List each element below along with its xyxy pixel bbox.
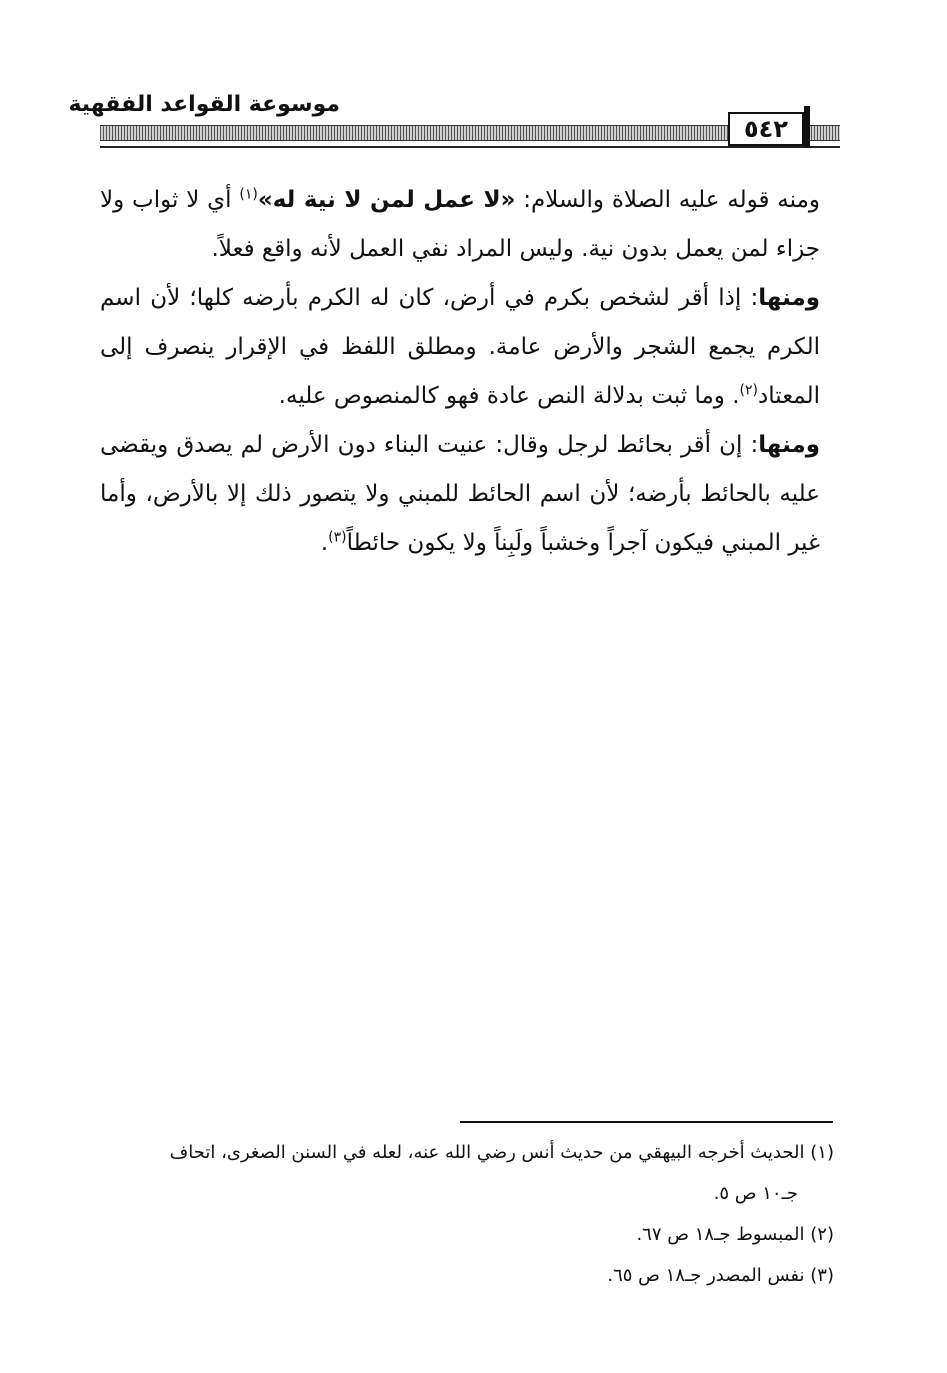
footnote-1-text: الحديث أخرجه البيهقي من حديث أنس رضي الله عنه، لعله في السنن الصغرى، اتحاف — [169, 1142, 805, 1163]
page-number: ٥٤٢ — [728, 112, 804, 146]
paragraph-2-text: : إذا أقر لشخص بكرم في أرض، كان له الكرم بأرضه كلها؛ لأن اسم الكرم يجمع الشجر والأرض عامة. ومطلق اللفظ في الإقرار ينصرف إلى المعتاد — [100, 285, 820, 409]
paragraph-1-intro: ومنه قوله عليه الصلاة والسلام: — [515, 187, 820, 213]
hadith-quote: «لا عمل لمن لا نية له» — [257, 187, 516, 213]
paragraph-2 — [100, 274, 820, 421]
paragraph-1-rest: أي لا ثواب ولا جزاء لمن يعمل بدون نية. وليس المراد نفي العمل لأنه واقع فعلاً. — [100, 187, 820, 262]
footnote-2-text: المبسوط جـ١٨ ص ٦٧. — [636, 1224, 805, 1245]
paragraph-3 — [100, 421, 820, 568]
footnote-3-text: نفس المصدر جـ١٨ ص ٦٥. — [607, 1265, 805, 1286]
footnote-ref-2: (٢) — [739, 382, 759, 399]
footnote-2-number: (٢) — [810, 1224, 834, 1245]
footnote-1-number: (١) — [810, 1142, 834, 1163]
footnote-3-number: (٣) — [810, 1265, 834, 1286]
paragraph-1 — [100, 176, 820, 274]
paragraph-3-text: : إن أقر بحائط لرجل وقال: عنيت البناء دون الأرض لم يصدق ويقضى عليه بالحائط بأرضه؛ لأن اسم الحائط للمبني ولا يتصور ذلك إلا بالأرض، وأما غير المبني فيكون آجراً وخشباً ولَبِناً ولا يكون حائطاً — [100, 432, 820, 556]
paragraph-2-lead: ومنها — [758, 285, 820, 311]
footnote-separator — [460, 1121, 833, 1123]
main-text — [100, 176, 820, 568]
header-rule-line — [100, 146, 840, 148]
footnotes — [86, 1132, 834, 1296]
footnote-3 — [86, 1255, 834, 1296]
running-header — [68, 92, 840, 154]
footnote-ref-3: (٣) — [328, 529, 347, 546]
paragraph-3-lead: ومنها — [758, 432, 820, 458]
footnote-ref-1: (١) — [239, 186, 258, 203]
footnote-1 — [86, 1132, 834, 1173]
paragraph-2-rest: . وما ثبت بدلالة النص عادة فهو كالمنصوص عليه. — [278, 383, 740, 409]
paragraph-3-rest: . — [320, 530, 329, 556]
footnote-1-continuation: جـ١٠ ص ٥. — [713, 1183, 798, 1204]
page-number-box-shadow — [804, 106, 810, 148]
footnote-2 — [86, 1214, 834, 1255]
book-title: موسوعة القواعد الفقهية — [68, 92, 340, 117]
